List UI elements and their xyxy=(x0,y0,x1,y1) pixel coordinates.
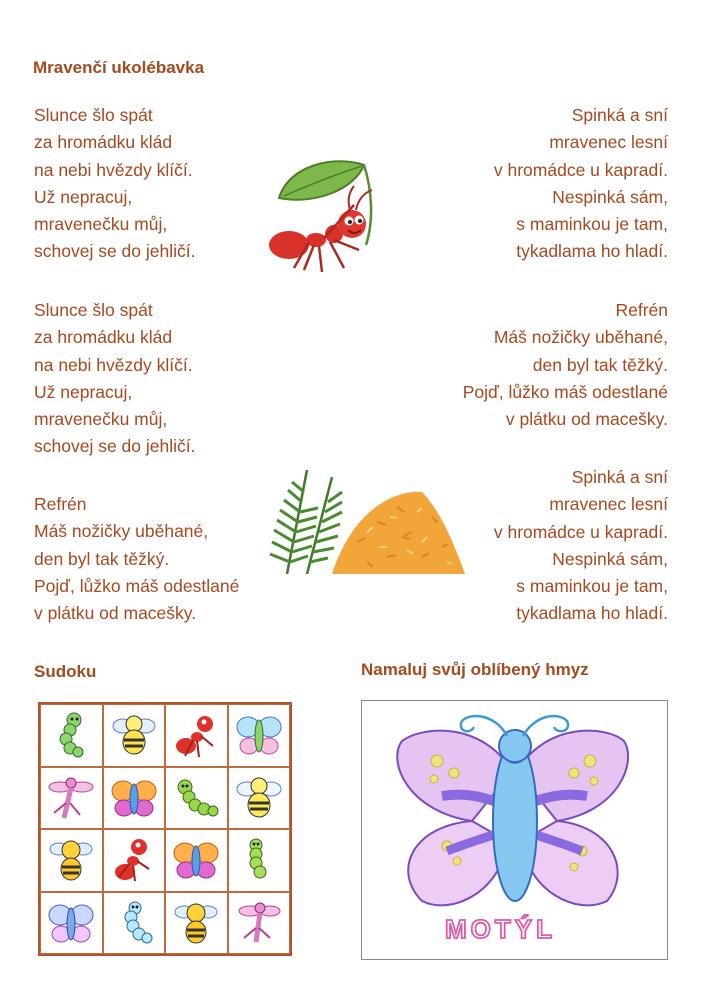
ant-icon xyxy=(171,710,221,760)
poem-line: Už nepracuj, xyxy=(34,186,133,207)
left-stanza-2 xyxy=(34,297,195,461)
fern-and-needle-pile-illustration xyxy=(262,462,467,577)
poem-line: Nespinká sám, xyxy=(552,186,668,207)
poem-line: s maminkou je tam, xyxy=(516,214,668,235)
sudoku-cell[interactable] xyxy=(103,767,166,830)
butterfly-drawing xyxy=(362,701,666,958)
sudoku-cell[interactable] xyxy=(165,829,228,892)
poem-line: Spinká a sní xyxy=(571,467,668,487)
poem-line: na nebi hvězdy klíčí. xyxy=(34,159,193,180)
sudoku-cell[interactable] xyxy=(103,892,166,955)
poem-line: Slunce šlo spát xyxy=(34,105,153,125)
bee-icon xyxy=(234,773,284,823)
poem-line: v hromádce u kapradí. xyxy=(493,159,668,180)
poem-line: Máš nožičky uběhané, xyxy=(493,327,668,348)
bee-icon xyxy=(109,710,159,760)
poem-line: schovej se do jehličí. xyxy=(34,241,196,262)
dragonfly-icon xyxy=(46,773,96,823)
poem-line: tykadlama ho hladí. xyxy=(516,603,668,624)
sudoku-cell[interactable] xyxy=(103,829,166,892)
sudoku-title: Sudoku xyxy=(34,662,97,681)
sudoku-cell[interactable] xyxy=(40,892,103,955)
caterpillar-icon xyxy=(109,898,159,948)
dragonfly-icon xyxy=(234,898,284,948)
ant-icon xyxy=(109,835,159,885)
poem-line: Už nepracuj, xyxy=(34,381,133,402)
left-stanza-1 xyxy=(34,102,195,266)
sudoku-cell[interactable] xyxy=(165,704,228,767)
poem-line: Refrén xyxy=(34,494,87,514)
sudoku-cell[interactable] xyxy=(165,767,228,830)
right-stanza-1 xyxy=(494,102,668,266)
poem-line: den byl tak těžký. xyxy=(34,548,170,569)
drawing-label: MOTÝL xyxy=(445,914,556,944)
poem-line: den byl tak těžký. xyxy=(532,354,668,375)
poem-line: Pojď, lůžko máš odestlané xyxy=(462,381,668,402)
sudoku-cell[interactable] xyxy=(228,704,291,767)
right-stanza-2 xyxy=(463,297,668,433)
poem-line: za hromádku klád xyxy=(34,327,173,348)
poem-title: Mravenčí ukolébavka xyxy=(33,58,205,77)
poem-line: Máš nožičky uběhané, xyxy=(34,521,209,542)
sudoku-grid xyxy=(38,702,292,956)
sudoku-cell[interactable] xyxy=(228,767,291,830)
poem-line: s maminkou je tam, xyxy=(516,576,668,597)
poem-line: Pojď, lůžko máš odestlané xyxy=(34,575,240,596)
poem-line: mravenec lesní xyxy=(549,132,668,153)
poem-line: na nebi hvězdy klíčí. xyxy=(34,354,193,375)
butterfly-icon xyxy=(46,898,96,948)
poem-line: za hromádku klád xyxy=(34,132,173,153)
ant-with-leaf-illustration xyxy=(264,150,389,285)
poem-line: mravenečku můj, xyxy=(34,409,168,430)
poem-line: mravenec lesní xyxy=(549,494,668,515)
poem-line: Refrén xyxy=(615,300,668,320)
bee-icon xyxy=(46,835,96,885)
bee-icon xyxy=(171,898,221,948)
caterpillar-icon xyxy=(171,773,221,823)
sudoku-cell[interactable] xyxy=(103,704,166,767)
caterpillar-icon xyxy=(46,710,96,760)
sudoku-cell[interactable] xyxy=(228,892,291,955)
left-stanza-3 xyxy=(34,491,239,627)
poem-line: v plátku od macešky. xyxy=(505,409,668,430)
poem-line: Slunce šlo spát xyxy=(34,300,153,320)
sudoku-cell[interactable] xyxy=(228,829,291,892)
poem-line: mravenečku můj, xyxy=(34,214,168,235)
caterpillar-icon xyxy=(234,835,284,885)
poem-line: schovej se do jehličí. xyxy=(34,436,196,457)
drawing-title: Namaluj svůj oblíbený hmyz xyxy=(361,660,589,679)
poem-line: v hromádce u kapradí. xyxy=(493,521,668,542)
poem-line: tykadlama ho hladí. xyxy=(516,241,668,262)
poem-line: Nespinká sám, xyxy=(552,548,668,569)
butterfly-icon xyxy=(171,835,221,885)
drawing-area[interactable] xyxy=(361,700,668,960)
butterfly-icon xyxy=(109,773,159,823)
sudoku-cell[interactable] xyxy=(40,704,103,767)
sudoku-cell[interactable] xyxy=(40,767,103,830)
sudoku-cell[interactable] xyxy=(40,829,103,892)
sudoku-cell[interactable] xyxy=(165,892,228,955)
butterfly-icon xyxy=(234,710,284,760)
poem-line: v plátku od macešky. xyxy=(34,603,197,624)
right-stanza-3 xyxy=(494,464,668,628)
poem-line: Spinká a sní xyxy=(571,105,668,125)
